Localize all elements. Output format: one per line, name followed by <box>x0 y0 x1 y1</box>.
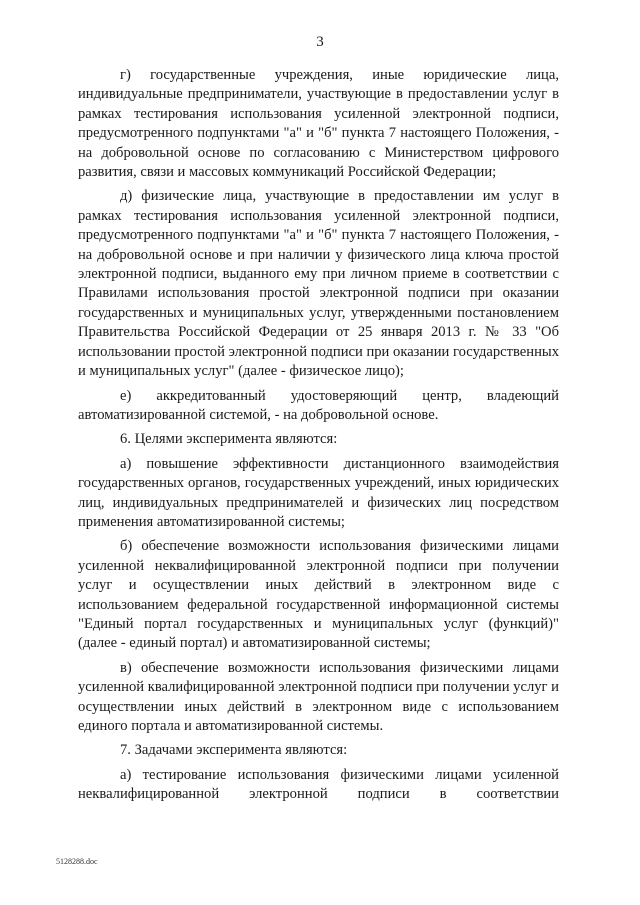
task-a: а) тестирование использования физическими лицами усиленной неквалифицированной электронной подписи в соответствии <box>78 766 559 803</box>
section-6-heading: 6. Целями эксперимента являются: <box>120 431 338 448</box>
page-number: 3 <box>316 34 324 50</box>
footer-file-code: 5128288.doc <box>56 857 98 866</box>
goal-v: в) обеспечение возможности использования физическими лицами усиленной квалифицированной электронной подписи при получении услуг и осуществлении иных действий в электронном виде с использованием единого портала и автоматизированной системы. <box>78 659 559 734</box>
paragraph-e: е) аккредитованный удостоверяющий центр, владеющий автоматизированной системой, - на добровольной основе. <box>78 387 559 423</box>
paragraph-g: г) государственные учреждения, иные юридические лица, индивидуальные предприниматели, участвующие в предоставлении услуг в рамках тестирования использования усиленной электронной подписи, предусмотренного подпунктами "а" и "б" пункта 7 настоящего Положения, - на добровольной основе по согласованию с Министерством цифрового развития, связи и массовых коммуникаций Российской Федерации; <box>78 67 559 181</box>
goal-b: б) обеспечение возможности использования физическими лицами усиленной неквалифицированной электронной подписи при получении услуг и осуществлении иных действий в электронном виде с использованием федеральной государственной информационной системы "Единый портал государственных и муниципальных услуг (функций)" (далее - единый портал) и автоматизированной системы; <box>78 538 559 652</box>
goal-a: а) повышение эффективности дистанционного взаимодействия государственных органов, государственных учреждений, иных юридических лиц, индивидуальных предпринимателей и физических лиц посредством применения автоматизированной системы; <box>78 455 559 530</box>
body-text <box>78 66 559 805</box>
paragraph-d: д) физические лица, участвующие в предоставлении им услуг в рамках тестирования использования усиленной электронной подписи, предусмотренного подпунктами "а" и "б" пункта 7 настоящего Положения, - на добровольной основе и при наличии у физического лица ключа простой электронной подписи, выданного ему при личном приеме в соответствии с Правилами использования простой электронной подписи при оказании государственных и муниципальных услуг, утвержденными постановлением Правительства Российской Федерации от 25 января 2013 г. № 33 "Об использовании простой электронной подписи при оказании государственных и муниципальных услуг" (далее - физическое лицо); <box>78 188 559 380</box>
section-7-heading: 7. Задачами эксперимента являются: <box>120 742 348 759</box>
